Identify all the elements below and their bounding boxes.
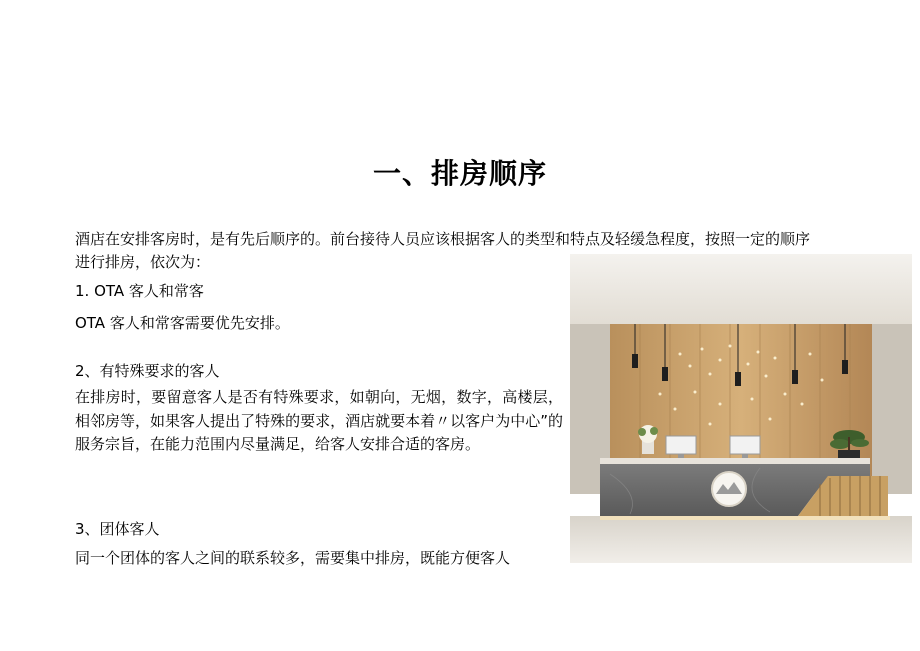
section-3-body: 同一个团体的客人之间的联系较多，需要集中排房，既能方便客人	[75, 549, 511, 567]
page-title: 一、排房顺序	[372, 157, 547, 190]
section-2-body: 在排房时，要留意客人是否有特殊要求，如朝向，无烟，数字，高楼层，相邻房等，如果客人提出了特殊的要求，酒店就要本着〃以客户为中心”的服务宗旨，在能力范围内尽量满足，给客人安排合适的客房。	[75, 388, 563, 453]
section-2-heading: 2、有特殊要求的客人	[75, 362, 220, 380]
reception-desk-illustration	[570, 254, 912, 563]
section-1-heading: 1. OTA 客人和常客	[75, 282, 204, 300]
reception-desk-photo	[570, 254, 912, 563]
intro-paragraph: 酒店在安排客房时，是有先后顺序的。前台接待人员应该根据客人的类型和特点及轻缓急程度，按照一定的顺序进行排房，依次为：	[75, 230, 811, 271]
section-1-body: OTA 客人和常客需要优先安排。	[75, 314, 290, 332]
section-3-heading: 3、团体客人	[75, 520, 160, 538]
